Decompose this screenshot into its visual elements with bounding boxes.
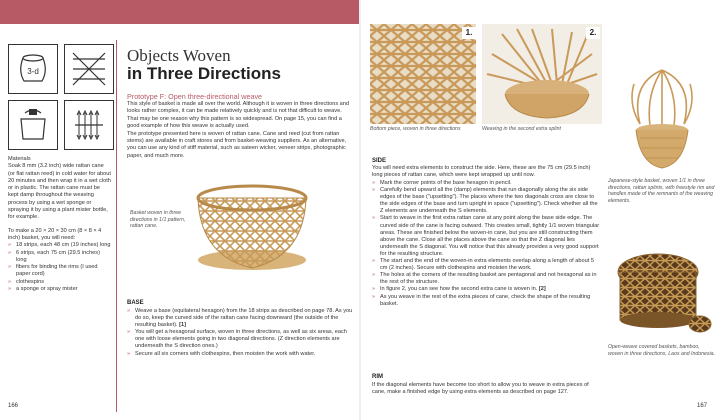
photo-caption: Open-weave covered baskets, bamboo, woven in three directions, Laos and Indonesia. <box>608 344 715 357</box>
step-text: Carefully bend upward all the (damp) elements that run diagonally along the six side edges of the base ("upsetting"). The places where the two diagonals cross are close to the side edges of the base and turn upright in space ("upsetting"). Check whether all the Z elements are underneath the S elements. <box>380 187 598 215</box>
technique-icons <box>8 44 116 152</box>
list-item <box>127 308 353 329</box>
list-item <box>372 215 600 258</box>
list-item <box>127 351 353 358</box>
step-text: You will get a hexagonal surface, woven in three directions, as well as six areas, each one with loose elements going in two diagonal directions. (Z direction elements are underneath the S direction ones.) <box>135 329 347 350</box>
list-item <box>372 187 600 215</box>
step-text: Mark the corner points of the base hexagon in pencil. <box>380 180 512 186</box>
materials-paragraph: Soak 8 mm (3.2 inch) wide rattan cane (or flat rattan reed) in cold water for about 20 minutes and then wrap it in a wet cloth or in plastic. The rattan cane must be kept damp throughout the weaving process by using a wet sponge or spraying it by using a plant mister bottle, for example. <box>8 163 111 221</box>
figure-badge: 1. <box>462 27 476 39</box>
side-intro: You will need extra elements to construct the side. Here, these are the 75 cm (29.5 inch) long pieces of rattan cane, which were kept wrapped up until now. <box>372 165 591 179</box>
page-title-line1: Objects Woven <box>127 46 231 65</box>
side-heading: SIDE <box>372 158 387 164</box>
list-item <box>372 258 600 272</box>
photo-caption: Bottom piece, woven in three directions <box>370 126 461 132</box>
japanese-basket-photo <box>610 64 714 174</box>
list-item <box>372 294 600 308</box>
page-number-right: 167 <box>697 403 708 409</box>
intro-paragraph: The prototype presented here is woven of rattan cane. Cane and reed (cut from rattan stems) are available in craft stores and from basket-weaving suppliers. As an alternative, you can use any kind of stiff material, such as sateen wicker, veneer strips, photographic paper, and much more. <box>127 130 347 159</box>
materials-paragraph: To make a 20 × 20 × 30 cm (8 × 8 × 4 inch) basket, you will need: <box>8 227 102 241</box>
bottom-piece-photo <box>370 24 476 124</box>
list-item <box>372 286 600 293</box>
figure-ref: [2] <box>538 286 546 293</box>
intro-text <box>127 101 353 160</box>
step-text: In figure 2, you can see how the second extra cane is woven in. <box>380 286 538 293</box>
list-item <box>372 180 600 187</box>
step-text: As you weave in the rest of the extra pieces of cane, check the shape of the resulting basket. <box>380 293 591 307</box>
covered-baskets-photo <box>610 238 714 338</box>
no-weave-icon <box>64 44 114 94</box>
materials-heading: Materials <box>8 156 31 162</box>
step-text: The holes at the corners of the resulting basket are pentagonal and not hexagonal as in the rest of the structure. <box>380 272 597 286</box>
page-number-left: 166 <box>8 403 19 409</box>
rim-heading: RIM <box>372 374 383 380</box>
header-band <box>0 0 360 24</box>
step-text: The start and the end of the woven-in extra elements overlap along a length of about 5 cm (2 inches). Secure with clothespins and moisten the work. <box>380 258 594 272</box>
rim-text: If the diagonal elements have become too short to allow you to weave in extra pieces of cane, make a finished edge by using extra elements as described on page 127. <box>372 382 589 396</box>
photo-caption: Weaving in the second extra splint <box>482 126 561 132</box>
prototype-heading: Prototype F: Open three-directional weave <box>127 92 263 101</box>
sponge-bowl-icon <box>8 100 58 150</box>
list-item: » 18 strips, each 48 cm (19 inches) long <box>8 242 112 249</box>
figure-ref: [1] <box>179 322 187 329</box>
intro-paragraph: This style of basket is made all over the world. Although it is woven in three directions and looks rather complex, it can be made relatively quickly and is not that difficult to weave. That may be one reason why this pattern is so widespread. On page 15, you can find a good example of how this weave is actually used. <box>127 101 349 130</box>
materials-list <box>8 242 112 293</box>
basket-photo <box>190 176 314 276</box>
list-item <box>127 329 353 350</box>
3d-pot-icon <box>8 44 58 94</box>
list-item: » a sponge or spray mister <box>8 286 112 293</box>
base-heading: BASE <box>127 300 144 306</box>
list-item: » 6 strips, each 75 cm (29.5 inches) long <box>8 250 112 265</box>
column-rule <box>116 40 117 412</box>
basket-caption: Basket woven in three directions in 1/1 pattern, rattan cane. <box>130 210 186 230</box>
list-item: » clothespins <box>8 279 112 286</box>
list-item <box>372 272 600 286</box>
step-text: Start to weave in the first extra rattan cane at any point along the base side edge. The curved side of the cane is facing outward. This creates small, tightly 1/1 woven triangular areas. These are finished below the woven-in cane, but you are still constructing them above the cane. Close all the places above the cane so that the Z diagonal lies underneath the S diagonal. You will notice that this already provides a very good support for the resulting structure. <box>380 215 600 257</box>
materials-section <box>8 156 112 293</box>
side-steps <box>372 180 600 308</box>
moisten-cloth-icon <box>64 100 114 150</box>
step-text: Weave a base (equilateral hexagon) from the 18 strips as described on page 78. As you do so, keep the curved side of the rattan cane facing downward (the outside of the resulting basket). <box>135 308 353 329</box>
step-text: Secure all six corners with clothespins, then moisten the work with water. <box>135 350 316 357</box>
base-steps <box>127 308 353 358</box>
page-gutter <box>359 0 361 420</box>
3d-label: 3-d <box>27 67 39 76</box>
second-splint-photo <box>482 24 602 124</box>
photo-caption: Japanese-style basket, woven 1/1 in three directions, rattan splints, with freestyle rim and handles made of the remnants of the weaving elements. <box>608 178 715 204</box>
list-item: » fibers for binding the rims (I used paper cord) <box>8 264 112 279</box>
page-title-line2: in Three Directions <box>127 64 281 83</box>
figure-badge: 2. <box>586 27 600 39</box>
